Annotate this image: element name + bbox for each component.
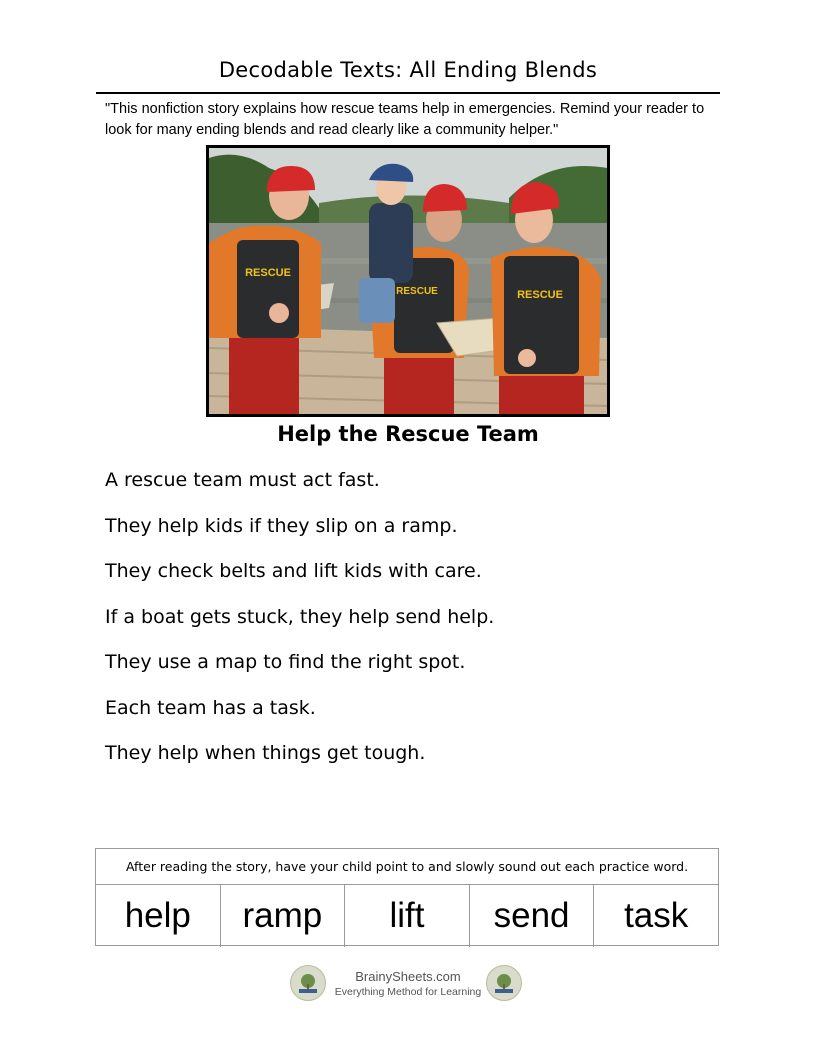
rescue-team-illustration bbox=[209, 148, 607, 414]
practice-words-table bbox=[95, 848, 719, 946]
story-text bbox=[105, 466, 725, 785]
story-photo bbox=[206, 145, 610, 417]
teacher-note: "This nonfiction story explains how rescue teams help in emergencies. Remind your reader to look for many ending blends and read clearly like a community helper." bbox=[105, 101, 705, 138]
story-line: Each team has a task. bbox=[105, 696, 316, 719]
vest-label-center: RESCUE bbox=[396, 286, 438, 297]
practice-word: ramp bbox=[221, 885, 346, 947]
brand-logo-icon bbox=[290, 965, 326, 1001]
story-line: They use a map to find the right spot. bbox=[105, 651, 466, 673]
practice-word: task bbox=[624, 896, 689, 935]
vest-label-left: RESCUE bbox=[245, 267, 291, 279]
brand-logo-icon bbox=[486, 965, 522, 1001]
practice-words-row bbox=[96, 885, 718, 947]
footer bbox=[290, 965, 526, 1003]
practice-word: send bbox=[470, 885, 595, 947]
story-line: They check belts and lift kids with care. bbox=[105, 560, 482, 582]
child bbox=[369, 203, 413, 283]
title-divider bbox=[96, 92, 720, 94]
brand-text bbox=[328, 969, 488, 999]
story-line: They help when things get tough. bbox=[105, 742, 426, 764]
practice-word: help bbox=[96, 885, 221, 947]
practice-instruction: After reading the story, have your child point to and slowly sound out each practice word. bbox=[96, 849, 718, 885]
story-title: Help the Rescue Team bbox=[277, 422, 539, 446]
story-line: If a boat gets stuck, they help send help. bbox=[105, 605, 495, 628]
brand-tagline: Everything Method for Learning bbox=[334, 986, 482, 998]
vest-label-right: RESCUE bbox=[517, 289, 563, 301]
brand-site: BrainySheets.com bbox=[355, 969, 461, 984]
story-line: A rescue team must act fast. bbox=[105, 469, 380, 491]
page-title: Decodable Texts: All Ending Blends bbox=[218, 58, 598, 82]
story-line: They help kids if they slip on a ramp. bbox=[105, 514, 458, 537]
practice-word: lift bbox=[345, 885, 470, 947]
